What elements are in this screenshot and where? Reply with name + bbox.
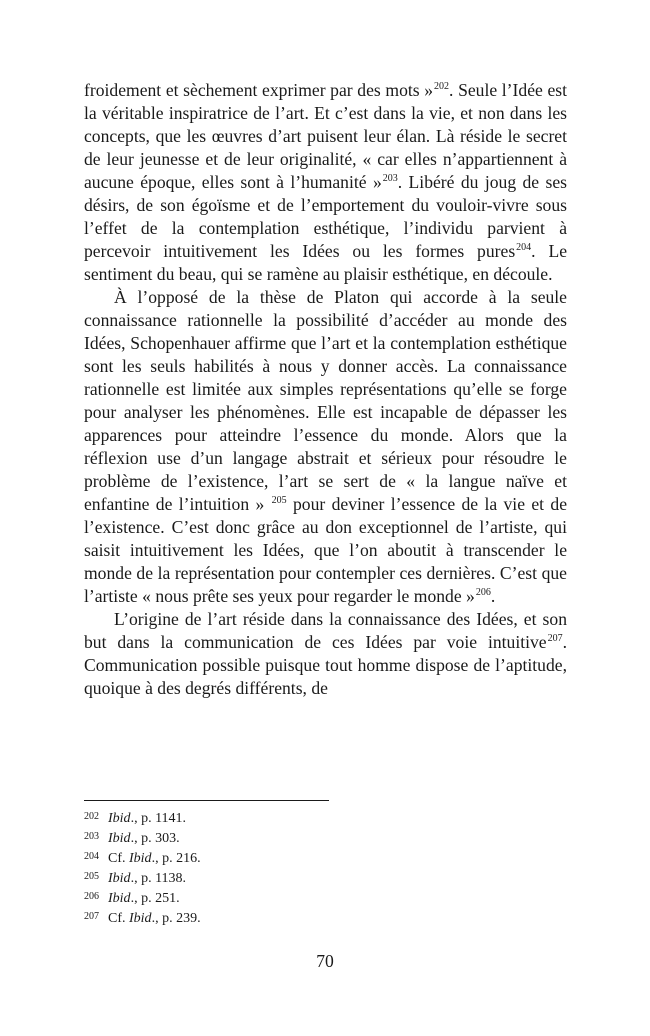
footnote-text: ., p. 216. <box>151 851 201 866</box>
footnote <box>84 889 567 909</box>
footnote <box>84 849 567 869</box>
footnote-ref: 207 <box>547 633 563 644</box>
footnote-number: 203 <box>84 831 99 842</box>
footnote-text: Cf. <box>108 851 129 866</box>
footnote-source: Ibid <box>108 871 131 886</box>
footnote-ref: 202 <box>434 81 450 92</box>
paragraph-text: . Communication possible puisque tout homme dispose de l’aptitude, quoique à des degrés différents, de <box>84 632 567 698</box>
footnote <box>84 909 567 929</box>
footnote-ref: 205 <box>271 495 287 506</box>
footnote-source: Ibid <box>108 891 131 906</box>
footnote-number: 204 <box>84 851 99 862</box>
paragraph <box>84 286 567 608</box>
footnote <box>84 869 567 889</box>
page-number: 70 <box>316 951 334 971</box>
paragraph-text: . Libéré du joug de ses désirs, de son égoïsme et de l’emportement du vouloir-vivre sous l’effet de la contemplation esthétique, l’individu parvient à percevoir intuitivement les Idées ou les formes pures <box>84 172 568 261</box>
footnote-text: ., p. 303. <box>130 831 180 846</box>
footnote-number: 202 <box>84 811 99 822</box>
footnote-text: ., p. 1138. <box>130 871 187 886</box>
paragraph-text: pour deviner l’essence de la vie et de l’existence. C’est donc grâce au don exceptionnel de l’artiste, qui saisit intuitivement les Idées, que l’on aboutit à transcender le monde de la représentation pour contempler ces dernières. C’est que l’artiste « nous prête ses yeux pour regarder le monde » <box>84 494 568 606</box>
footnote-source: Ibid <box>108 811 131 826</box>
footnote-number: 206 <box>84 891 99 902</box>
footnote <box>84 809 567 829</box>
footnote-source: Ibid <box>108 831 131 846</box>
footnote-text: ., p. 1141. <box>130 811 187 826</box>
footnote-ref: 206 <box>475 587 491 598</box>
paragraph-text: . Seule l’Idée est la véritable inspiratrice de l’art. Et c’est dans la vie, et non dans les concepts, que les œuvres d’art puisent leur élan. Là réside le secret de leur jeunesse et de leur originalité, « car elles n’appartiennent à aucune époque, elles sont à l’humanité » <box>84 80 567 192</box>
paragraph-text: L’origine de l’art réside dans la connaissance des Idées, et son but dans la communication de ces Idées par voie intuitive <box>84 609 567 652</box>
paragraph-text: froidement et sèchement exprimer par des mots » <box>84 80 434 100</box>
footnote-separator <box>84 800 329 801</box>
footnote-source: Ibid <box>129 911 152 926</box>
paragraph-text: À l’opposé de la thèse de Platon qui accorde à la seule connaissance rationnelle la possibilité d’accéder au monde des Idées, Schopenhauer affirme que l’art et la contemplation esthétique sont les seuls habilités à nous y donner accès. La connaissance rationnelle est limitée aux simples représentations qu’elle se forge pour analyser les phénomènes. Elle est incapable de dépasser les apparences pour atteindre l’essence du monde. Alors que la réflexion use d’un langage abstrait et sérieux pour résoudre le problème de l’existence, l’art se sert de « la langue naïve et enfantine de l’intuition » <box>84 287 567 514</box>
footnote-ref: 203 <box>382 173 398 184</box>
footnote-text: ., p. 239. <box>151 911 201 926</box>
footnote-ref: 204 <box>516 242 532 253</box>
paragraph <box>84 608 567 700</box>
paragraph <box>84 79 567 286</box>
footnote-text: ., p. 251. <box>130 891 180 906</box>
footnotes <box>84 809 567 929</box>
body-text <box>84 79 567 700</box>
paragraph-text: . <box>490 586 496 606</box>
footnote <box>84 829 567 849</box>
footnote-source: Ibid <box>129 851 152 866</box>
footnote-number: 207 <box>84 911 99 922</box>
footnote-number: 205 <box>84 871 99 882</box>
footnote-text: Cf. <box>108 911 129 926</box>
paragraph-text: . Le sentiment du beau, qui se ramène au plaisir esthétique, en découle. <box>84 241 568 284</box>
